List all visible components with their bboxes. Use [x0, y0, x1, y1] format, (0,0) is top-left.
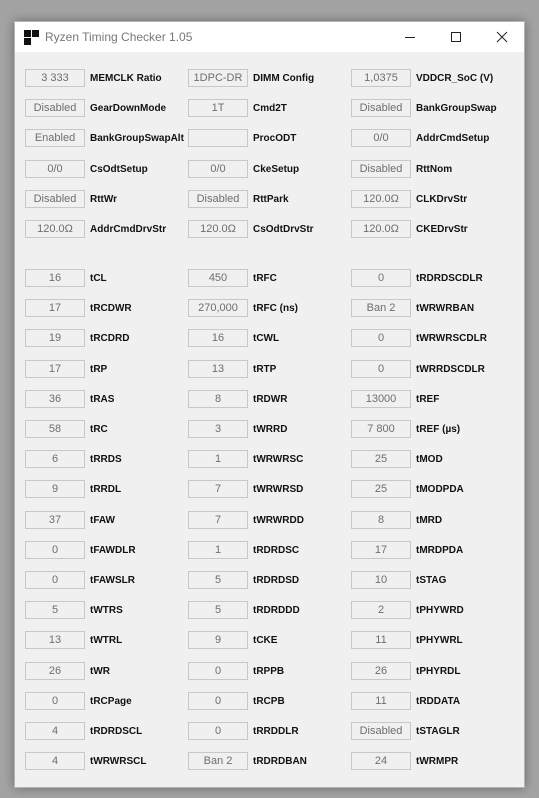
value-field[interactable]: 17: [25, 360, 85, 378]
value-field[interactable]: 120.0Ω: [351, 190, 411, 208]
config-item: [351, 69, 493, 87]
close-icon: [496, 31, 508, 43]
value-field[interactable]: 0: [351, 329, 411, 347]
value-field[interactable]: 13000: [351, 390, 411, 408]
timings-item: [188, 329, 279, 347]
value-field[interactable]: 8: [351, 511, 411, 529]
value-field[interactable]: [188, 129, 248, 147]
timings-item: [351, 601, 464, 619]
field-label: ProcODT: [253, 132, 297, 144]
field-label: tWRMPR: [416, 755, 459, 767]
config-item: [25, 160, 148, 178]
field-label: tRDDATA: [416, 695, 461, 707]
field-label: tRDWR: [253, 393, 288, 405]
timings-item: [188, 269, 277, 287]
field-label: tRDRDSC: [253, 544, 300, 556]
field-label: CsOdtSetup: [90, 163, 148, 175]
window-title: Ryzen Timing Checker 1.05: [45, 30, 193, 44]
field-label: tWTRS: [90, 604, 123, 616]
value-field[interactable]: 0: [351, 360, 411, 378]
value-field[interactable]: 9: [25, 480, 85, 498]
value-field[interactable]: Ban 2: [188, 752, 248, 770]
field-label: tPHYWRL: [416, 634, 463, 646]
timings-item: [25, 420, 108, 438]
timings-item: [188, 662, 284, 680]
field-label: tRP: [90, 363, 108, 375]
app-window: [14, 21, 525, 788]
value-field[interactable]: 26: [25, 662, 85, 680]
value-field[interactable]: 1,0375: [351, 69, 411, 87]
value-field[interactable]: 1: [188, 541, 248, 559]
timings-item: [351, 541, 463, 559]
field-label: AddrCmdSetup: [416, 132, 490, 144]
timings-item: [25, 722, 142, 740]
field-label: AddrCmdDrvStr: [90, 223, 167, 235]
field-label: BankGroupSwap: [416, 102, 497, 114]
value-field[interactable]: 16: [188, 329, 248, 347]
timings-item: [351, 360, 485, 378]
config-item: [188, 99, 287, 117]
timings-item: [351, 390, 439, 408]
value-field[interactable]: 58: [25, 420, 85, 438]
field-label: Cmd2T: [253, 102, 287, 114]
config-item: [188, 160, 299, 178]
timings-item: [351, 511, 442, 529]
field-label: tCL: [90, 272, 107, 284]
timings-item: [25, 329, 129, 347]
config-item: [25, 99, 166, 117]
timings-item: [351, 269, 483, 287]
value-field[interactable]: 5: [188, 601, 248, 619]
timings-item: [25, 571, 135, 589]
config-item: [351, 220, 468, 238]
field-label: tRCDRD: [90, 332, 130, 344]
maximize-button[interactable]: [433, 22, 479, 52]
field-label: tMRDPDA: [416, 544, 464, 556]
value-field[interactable]: Disabled: [351, 722, 411, 740]
timings-item: [188, 420, 287, 438]
field-label: tWRWRSC: [253, 453, 304, 465]
field-label: tREF: [416, 393, 440, 405]
field-label: VDDCR_SoC (V): [416, 72, 494, 84]
value-field[interactable]: 37: [25, 511, 85, 529]
config-item: [188, 220, 314, 238]
timings-item: [188, 692, 285, 710]
field-label: tWRWRBAN: [416, 302, 475, 314]
field-label: tMODPDA: [416, 483, 464, 495]
value-field[interactable]: 120.0Ω: [188, 220, 248, 238]
timings-item: [188, 752, 307, 770]
config-item: [188, 69, 314, 87]
maximize-icon: [450, 31, 462, 43]
value-field[interactable]: 120.0Ω: [25, 220, 85, 238]
field-label: tRC: [90, 423, 108, 435]
timings-item: [25, 541, 136, 559]
timings-item: [25, 752, 146, 770]
value-field[interactable]: 11: [351, 631, 411, 649]
field-label: tWRRDSCDLR: [416, 363, 485, 375]
field-label: tRRDL: [90, 483, 122, 495]
field-label: tRDRDSCL: [90, 725, 143, 737]
timings-item: [351, 420, 460, 438]
field-label: CsOdtDrvStr: [253, 223, 314, 235]
value-field[interactable]: 2: [351, 601, 411, 619]
timings-item: [188, 631, 277, 649]
value-field[interactable]: Disabled: [188, 190, 248, 208]
timings-item: [188, 299, 298, 317]
close-button[interactable]: [479, 22, 525, 52]
value-field[interactable]: 13: [188, 360, 248, 378]
config-item: [351, 99, 497, 117]
minimize-icon: [404, 31, 416, 43]
field-label: CLKDrvStr: [416, 193, 468, 205]
value-field[interactable]: 270,000: [188, 299, 248, 317]
value-field[interactable]: 25: [351, 480, 411, 498]
field-label: tFAWSLR: [90, 574, 135, 586]
value-field[interactable]: Disabled: [25, 99, 85, 117]
value-field[interactable]: 8: [188, 390, 248, 408]
field-label: tRDRDSD: [253, 574, 300, 586]
field-label: GearDownMode: [90, 102, 167, 114]
value-field[interactable]: 450: [188, 269, 248, 287]
config-item: [188, 190, 289, 208]
timings-item: [25, 662, 110, 680]
field-label: tRCPB: [253, 695, 285, 707]
value-field[interactable]: 6: [25, 450, 85, 468]
field-label: tPHYWRD: [416, 604, 464, 616]
config-item: [25, 190, 117, 208]
value-field[interactable]: 26: [351, 662, 411, 680]
value-field[interactable]: 5: [188, 571, 248, 589]
minimize-button[interactable]: [387, 22, 433, 52]
timings-item: [25, 631, 122, 649]
field-label: RttPark: [253, 193, 289, 205]
value-field[interactable]: 4: [25, 722, 85, 740]
timings-item: [188, 571, 299, 589]
field-label: tRCDWR: [90, 302, 132, 314]
field-label: CKEDrvStr: [416, 223, 468, 235]
timings-item: [25, 692, 132, 710]
value-field[interactable]: 0: [25, 692, 85, 710]
field-label: tRPPB: [253, 665, 285, 677]
value-field[interactable]: 7: [188, 511, 248, 529]
field-label: tRFC: [253, 272, 277, 284]
timings-item: [25, 269, 107, 287]
field-label: tRDRDDD: [253, 604, 300, 616]
timings-item: [188, 480, 303, 498]
value-field[interactable]: 0: [188, 662, 248, 680]
field-label: tMRD: [416, 514, 443, 526]
field-label: tRRDS: [90, 453, 122, 465]
field-label: tWRWRSCL: [90, 755, 147, 767]
timings-item: [188, 601, 300, 619]
timings-item: [351, 299, 474, 317]
field-label: tPHYRDL: [416, 665, 461, 677]
value-field[interactable]: 24: [351, 752, 411, 770]
value-field[interactable]: 10: [351, 571, 411, 589]
timings-item: [351, 631, 463, 649]
field-label: tSTAGLR: [416, 725, 460, 737]
value-field[interactable]: Disabled: [25, 190, 85, 208]
field-label: MEMCLK Ratio: [90, 72, 162, 84]
value-field[interactable]: 17: [25, 299, 85, 317]
field-label: tRDRDSCDLR: [416, 272, 483, 284]
title-bar[interactable]: [15, 22, 524, 52]
field-label: tCWL: [253, 332, 280, 344]
value-field[interactable]: 4: [25, 752, 85, 770]
field-label: tWRWRSD: [253, 483, 304, 495]
field-label: tREF (µs): [416, 423, 461, 435]
timings-item: [188, 722, 299, 740]
timings-item: [351, 480, 464, 498]
value-field[interactable]: 7 800: [351, 420, 411, 438]
value-field[interactable]: Disabled: [351, 99, 411, 117]
timings-item: [25, 511, 115, 529]
value-field[interactable]: 0/0: [351, 129, 411, 147]
timings-item: [25, 480, 121, 498]
value-field[interactable]: 0: [188, 722, 248, 740]
value-field[interactable]: 120.0Ω: [351, 220, 411, 238]
field-label: tWRRD: [253, 423, 288, 435]
timings-item: [188, 541, 299, 559]
app-icon: [24, 30, 39, 45]
field-label: tRCPage: [90, 695, 132, 707]
timings-item: [188, 450, 303, 468]
field-label: RttNom: [416, 163, 453, 175]
field-label: tCKE: [253, 634, 278, 646]
value-field[interactable]: Enabled: [25, 129, 85, 147]
field-label: tFAW: [90, 514, 115, 526]
value-field[interactable]: 0/0: [25, 160, 85, 178]
field-label: tMOD: [416, 453, 443, 465]
value-field[interactable]: 25: [351, 450, 411, 468]
value-field[interactable]: Disabled: [351, 160, 411, 178]
value-field[interactable]: 0: [25, 541, 85, 559]
field-label: tRTP: [253, 363, 277, 375]
value-field[interactable]: 1: [188, 450, 248, 468]
value-field[interactable]: 3: [188, 420, 248, 438]
timings-item: [25, 360, 107, 378]
config-item: [351, 190, 467, 208]
field-label: tWRWRSCDLR: [416, 332, 487, 344]
timings-item: [351, 692, 460, 710]
timings-item: [25, 390, 114, 408]
field-label: tFAWDLR: [90, 544, 136, 556]
field-label: tWTRL: [90, 634, 123, 646]
field-label: tSTAG: [416, 574, 447, 586]
value-field[interactable]: 17: [351, 541, 411, 559]
timings-item: [351, 571, 446, 589]
field-label: tRRDDLR: [253, 725, 299, 737]
timings-item: [351, 662, 460, 680]
value-field[interactable]: 1DPC-DR: [188, 69, 248, 87]
value-field[interactable]: 0: [188, 692, 248, 710]
timings-item: [25, 299, 132, 317]
value-field[interactable]: 36: [25, 390, 85, 408]
value-field[interactable]: 11: [351, 692, 411, 710]
value-field[interactable]: 16: [25, 269, 85, 287]
field-label: RttWr: [90, 193, 118, 205]
field-label: tRDRDBAN: [253, 755, 307, 767]
field-label: BankGroupSwapAlt: [90, 132, 184, 144]
field-label: tRAS: [90, 393, 115, 405]
value-field[interactable]: Ban 2: [351, 299, 411, 317]
timings-item: [188, 511, 304, 529]
value-field[interactable]: 9: [188, 631, 248, 649]
value-field[interactable]: 19: [25, 329, 85, 347]
field-label: tWR: [90, 665, 110, 677]
value-field[interactable]: 3 333: [25, 69, 85, 87]
value-field[interactable]: 5: [25, 601, 85, 619]
config-item: [25, 220, 166, 238]
config-item: [351, 129, 489, 147]
value-field[interactable]: 0: [25, 571, 85, 589]
timings-item: [351, 450, 443, 468]
value-field[interactable]: 1T: [188, 99, 248, 117]
timings-panel: [15, 52, 524, 787]
field-label: tRFC (ns): [253, 302, 298, 314]
config-item: [188, 129, 296, 147]
timings-item: [25, 450, 122, 468]
value-field[interactable]: 7: [188, 480, 248, 498]
timings-item: [188, 360, 276, 378]
value-field[interactable]: 0: [351, 269, 411, 287]
value-field[interactable]: 0/0: [188, 160, 248, 178]
field-label: CkeSetup: [253, 163, 300, 175]
timings-item: [351, 329, 487, 347]
config-item: [25, 69, 162, 87]
timings-item: [351, 752, 458, 770]
config-item: [25, 129, 184, 147]
timings-item: [351, 722, 460, 740]
timings-item: [25, 601, 123, 619]
config-item: [351, 160, 452, 178]
value-field[interactable]: 13: [25, 631, 85, 649]
field-label: tWRWRDD: [253, 514, 304, 526]
field-label: DIMM Config: [253, 72, 315, 84]
timings-item: [188, 390, 287, 408]
